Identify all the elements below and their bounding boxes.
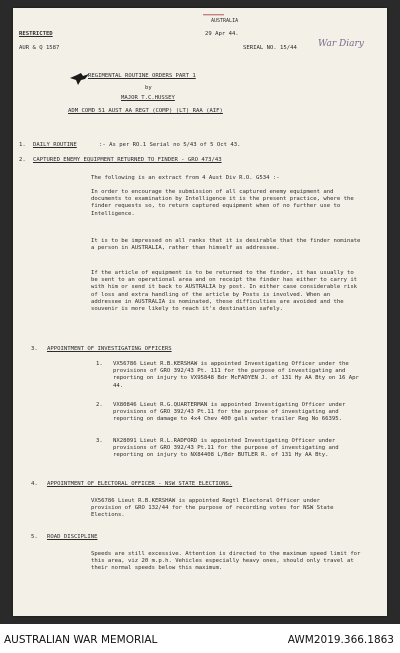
section-text: :- As per RO.1 Serial no 5/43 of 5 Oct 43. bbox=[99, 142, 241, 148]
list-item-number: 1. bbox=[96, 361, 103, 367]
section-number: 3. bbox=[31, 346, 38, 352]
section-intro: The following is an extract from 4 Aust Div R.O. G534 :- bbox=[91, 175, 280, 181]
document-title: REGIMENTAL ROUTINE ORDERS PART 1 bbox=[88, 73, 196, 79]
war-diary-annotation: War Diary bbox=[318, 39, 364, 49]
list-item: VX80846 Lieut R.G.QUARTERMAN is appointed Investigating Officer under provisions of GRO 392/43 Pt.11 for the purpose of investigating and reporting on damage to 4x4 Chev 400 gals water trailer Reg No 66395. bbox=[113, 402, 346, 423]
section-number: 2. bbox=[19, 157, 26, 163]
section-heading: ROAD DISCIPLINE bbox=[47, 534, 98, 540]
footer-institution: AUSTRALIAN WAR MEMORIAL bbox=[4, 634, 158, 646]
section-paragraph: If the article of equipment is to be returned to the finder, it has usually to be sent to an operational area and on receipt the finder has either to carry it with him or send it back to AUSTRALIA by post. In either case considerable risk of loss and extra handling of the article by Posts is involved. When an addressee in AUSTRALIA is nominated, these difficulties are avoided and the souvenir is more likely to reach it's destination safely. bbox=[91, 270, 358, 313]
serial-number: SERIAL NO. 15/44 bbox=[243, 45, 297, 51]
order-date: 29 Apr 44. bbox=[205, 31, 239, 37]
section-paragraph: In order to encourage the submission of all captured enemy equipment and documents to examination by Intelligence it is the present practice, where the finder requests so, to return captured equipment when of no further use to Intelligence. bbox=[91, 189, 354, 217]
section-paragraph: VX56786 Lieut R.B.KERSHAW is appointed Regtl Electoral Officer under provision of GRO 132/44 for the purpose of recording votes for NSW State Elections. bbox=[91, 498, 334, 519]
footer-accession-number: AWM2019.366.1863 bbox=[287, 634, 394, 646]
list-item: VX56786 Lieut R.B.KERSHAW is appointed Investigating Officer under the provisions of GRO 392/43 Pt. 111 for the purpose of investigating and reporting on injury to VX95848 Bdr McFADYEN J. of 131 Hy AA Bty on 16 Apr 44. bbox=[113, 361, 359, 389]
section-number: 4. bbox=[31, 481, 38, 487]
document-page bbox=[13, 8, 387, 616]
list-item-number: 2. bbox=[96, 402, 103, 408]
section-number: 1. bbox=[19, 142, 26, 148]
form-reference: AUR & Q 1587 bbox=[19, 45, 60, 51]
by-line: by bbox=[145, 85, 152, 91]
classification: RESTRICTED bbox=[19, 31, 53, 37]
section-number: 5. bbox=[31, 534, 38, 540]
stamp-line: AUSTRALIA bbox=[211, 18, 239, 24]
section-heading: APPOINTMENT OF INVESTIGATING OFFICERS bbox=[47, 346, 172, 352]
command: ADM COMD 51 AUST AA REGT (COMP) (LT) RAA (AIF) bbox=[68, 108, 223, 114]
section-paragraph: It is to be impressed on all ranks that it is desirable that the finder nominate a person in AUSTRALIA, rather than himself as addressee. bbox=[91, 238, 361, 252]
section-paragraph: Speeds are still excessive. Attention is directed to the maximum speed limit for this area, viz 20 m.p.h. Vehicles especially heavy ones, should only travel at their normal speeds below this maximum. bbox=[91, 551, 361, 572]
list-item-number: 3. bbox=[96, 438, 103, 444]
list-item: NX28091 Lieut R.L.RADFORD is appointed Investigating Officer under provisions of GRO 392/43 Pt.11 for the purpose of investigating and reporting on injury to NX84408 L/Bdr BUTLER R. of 131 Hy AA Bty. bbox=[113, 438, 339, 459]
section-heading: APPOINTMENT OF ELECTORAL OFFICER - NSW STATE ELECTIONS. bbox=[47, 481, 233, 487]
archive-footer bbox=[0, 624, 400, 653]
section-heading: CAPTURED ENEMY EQUIPMENT RETURNED TO FINDER - GRO 473/43 bbox=[33, 157, 222, 163]
received-stamp: ▬▬▬▬▬▬▬ bbox=[203, 12, 225, 18]
author: MAJOR T.C.HUSSEY bbox=[121, 95, 175, 101]
section-heading: DAILY ROUTINE bbox=[33, 142, 77, 148]
